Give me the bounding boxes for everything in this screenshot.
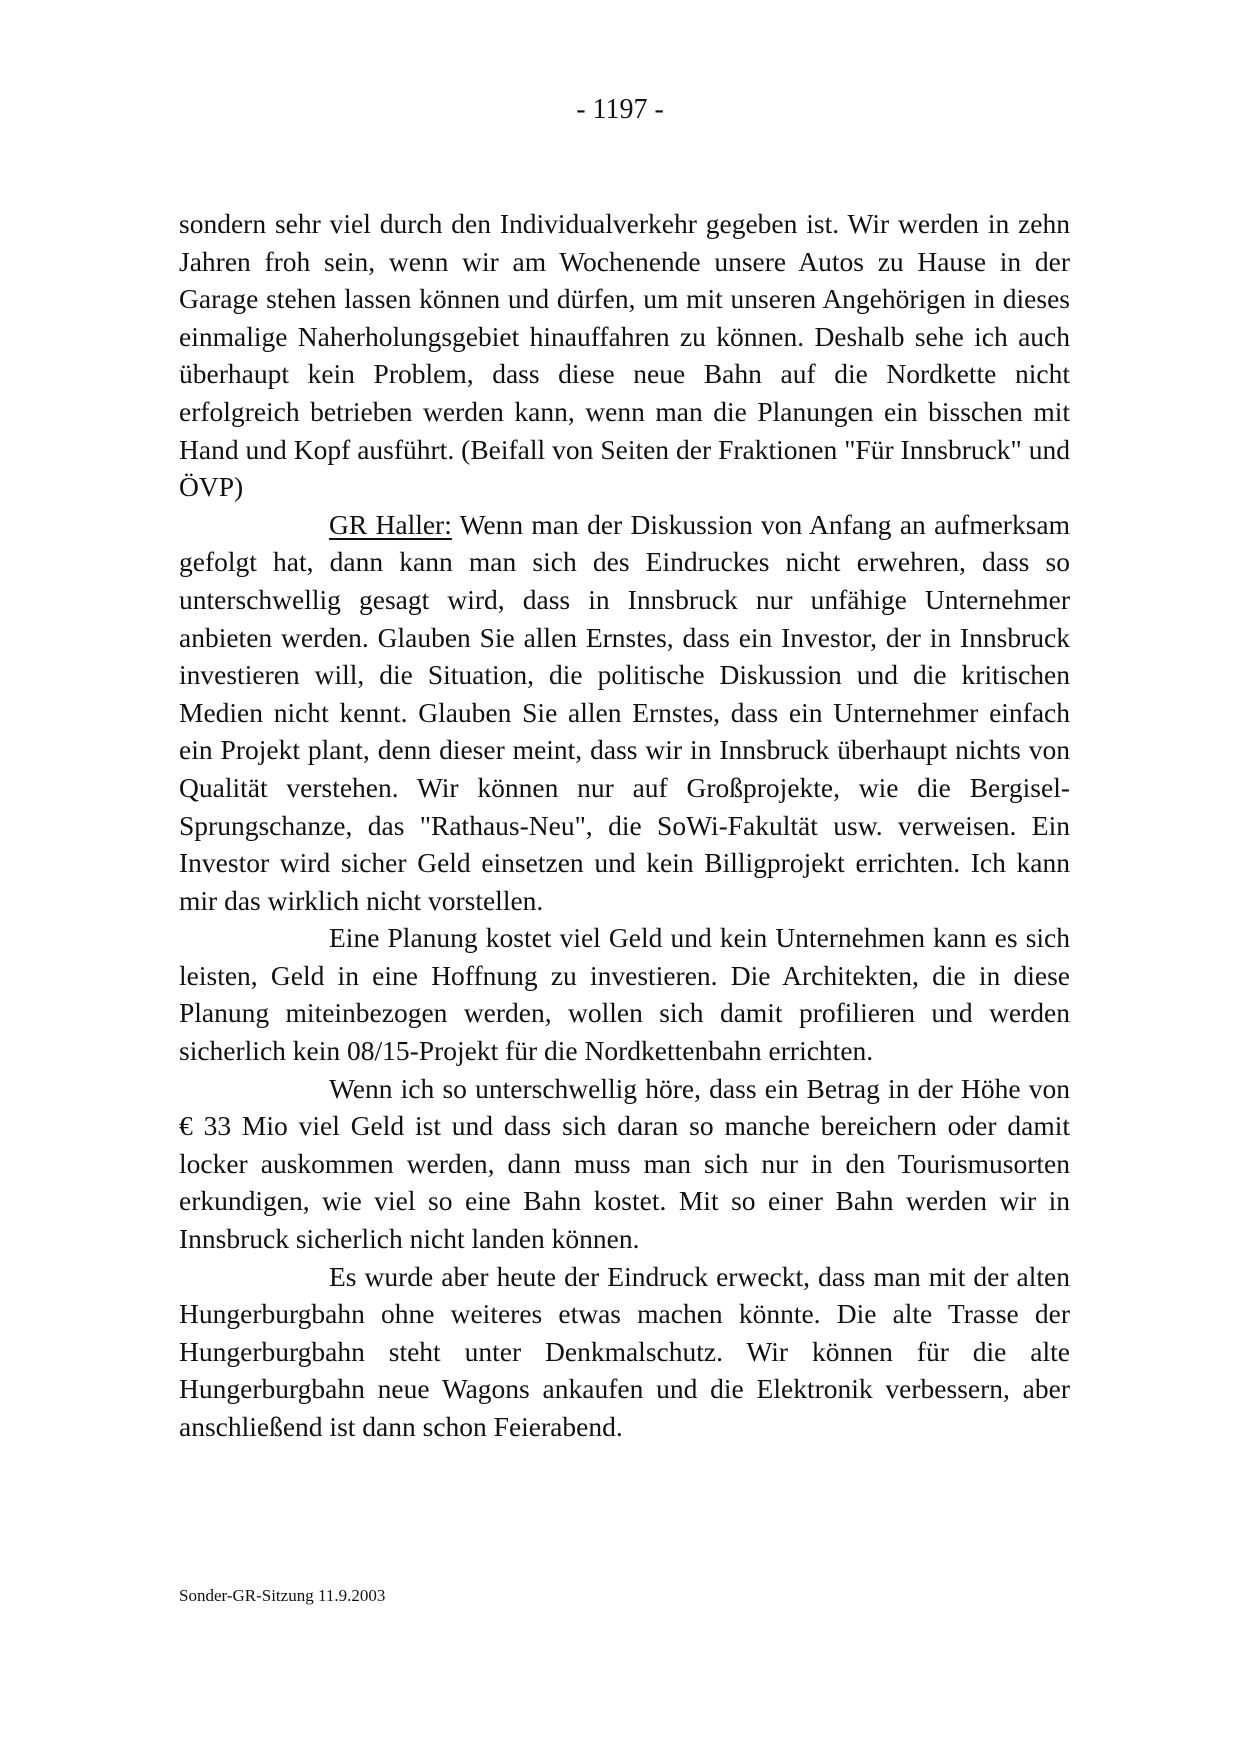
speaker-name: GR Haller: (329, 508, 452, 540)
page-number: - 1197 - (576, 94, 664, 125)
footer-session-label: Sonder-GR-Sitzung 11.9.2003 (179, 1586, 386, 1605)
paragraph-speech-haller (179, 506, 1070, 920)
paragraph-continuation: sondern sehr viel durch den Individualverkehr gegeben ist. Wir werden in zehn Jahren froh sein, wenn wir am Wochenende unsere Autos zu Hause in der Garage stehen lassen können und dürfen, um mit unseren Angehörigen in dieses einmalige Naherholungsgebiet hinauffahren zu können. Deshalb sehe ich auch überhaupt kein Problem, dass diese neue Bahn auf die Nordkette nicht erfolgreich betrieben werden kann, wenn man die Planungen ein bisschen mit Hand und Kopf ausführt. (Beifall von Seiten der Fraktionen "Für Innsbruck" und ÖVP) (179, 208, 1070, 503)
paragraph-hungerburgbahn: Es wurde aber heute der Eindruck erweckt, dass man mit der alten Hungerburgbahn ohne weiteres etwas machen könnte. Die alte Trasse der Hungerburgbahn steht unter Denkmalschutz. Wir können für die alte Hungerburgbahn neue Wagons ankaufen und die Elektronik verbessern, aber anschließend ist dann schon Feierabend. (179, 1260, 1070, 1442)
paragraph-cost: Wenn ich so unterschwellig höre, dass ein Betrag in der Höhe von € 33 Mio viel Geld ist und dass sich daran so manche bereichern oder damit locker auskommen werden, dann muss man sich nur in den Tourismusorten erkundigen, wie viel so eine Bahn kostet. Mit so einer Bahn werden wir in Innsbruck sicherlich nicht landen können. (179, 1072, 1070, 1255)
speech-text: Wenn man der Diskussion von Anfang an aufmerksam gefolgt hat, dann kann man sich des Eindruckes nicht erwehren, dass so unterschwellig gesagt wird, dass in Innsbruck nur unfähige Unternehmer anbieten werden. Glauben Sie allen Ernstes, dass ein Investor, der in Innsbruck investieren will, die Situation, die politische Diskussion und die kritischen Medien nicht kennt. Glauben Sie allen Ernstes, dass ein Unternehmer einfach ein Projekt plant, denn dieser meint, dass wir in Innsbruck überhaupt nichts von Qualität verstehen. Wir können nur auf Großprojekte, wie die Bergisel-Sprungschanze, das "Rathaus-Neu", die SoWi-Fakultät usw. verweisen. Ein Investor wird sicher Geld einsetzen und kein Billigprojekt errichten. Ich kann mir das wirklich nicht vorstellen. (179, 508, 1070, 916)
document-body (179, 205, 1070, 1446)
paragraph-planning: Eine Planung kostet viel Geld und kein Unternehmen kann es sich leisten, Geld in eine Hoffnung zu investieren. Die Architekten, die in diese Planung miteinbezogen werden, wollen sich damit profilieren und werden sicherlich kein 08/15-Projekt für die Nordkettenbahn errichten. (179, 922, 1070, 1067)
